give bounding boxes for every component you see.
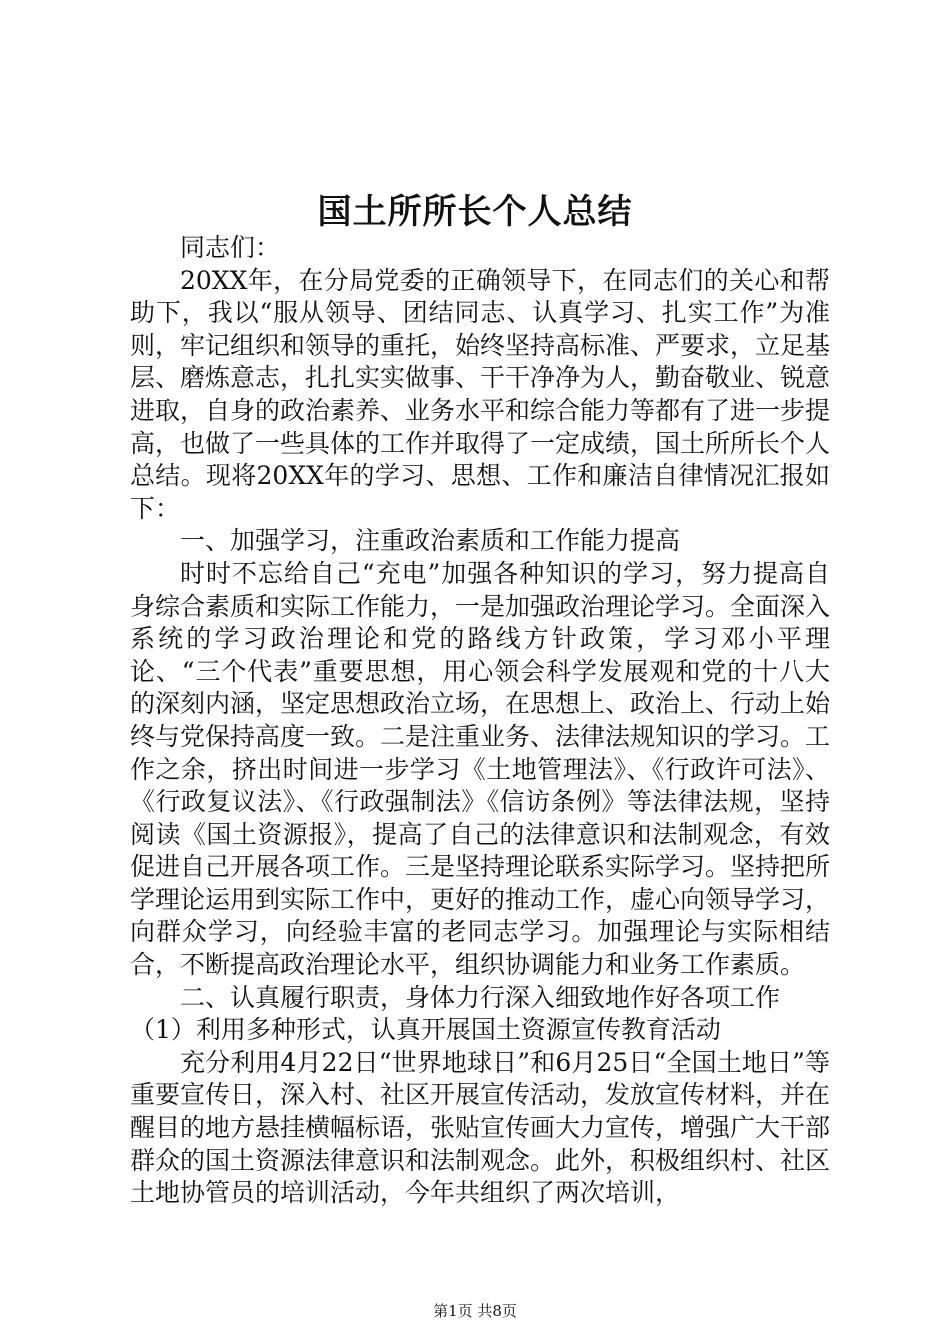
section-heading-2: 二、认真履行职责，身体力行深入细致地作好各项工作 <box>180 982 781 1012</box>
page-footer: 第1页 共8页 <box>433 1302 517 1320</box>
document-title: 国土所所长个人总结 <box>317 192 633 232</box>
section-1-paragraph: 时时不忘给自己“充电”加强各种知识的学习，努力提高自身综合素质和实际工作能力，一是加强政治理论学习。全面深入系统的学习政治理论和党的路线方针政策，学习邓小平理论、“三个代表”重要思想，用心领会科学发展观和党的十八大的深刻内涵，坚定思想政治立场，在思想上、政治上、行动上始终与党保持高度一致。二是注重业务、法律法规知识的学习。工作之余，挤出时间进一步学习《土地管理法》、《行政许可法》、《行政复议法》、《行政强制法》《信访条例》等法律法规，坚持阅读《国土资源报》，提高了自己的法律意识和法制观念，有效促进自己开展各项工作。三是坚持理论联系实际学习。坚持把所学理论运用到实际工作中，更好的推动工作，虚心向领导学习，向群众学习，向经验丰富的老同志学习。加强理论与实际相结合，不断提高政治理论水平，组织协调能力和业务工作素质。 <box>130 558 831 980</box>
salutation: 同志们： <box>180 233 281 262</box>
intro-paragraph: 20XX年，在分局党委的正确领导下，在同志们的关心和帮助下，我以“服从领导、团结同志、认真学习、扎实工作”为准则，牢记组织和领导的重托，始终坚持高标准、严要求，立足基层、磨炼意志，扎扎实实做事、干干净净为人，勤奋敬业、锐意进取，自身的政治素养、业务水平和综合能力等都有了进一步提高，也做了一些具体的工作并取得了一定成绩，国土所所长个人总结。现将20XX年的学习、思想、工作和廉洁自律情况汇报如下： <box>130 265 831 523</box>
subsection-heading-1: （1）利用多种形式，认真开展国土资源宣传教育活动 <box>130 1015 721 1045</box>
subsection-1-paragraph: 充分利用4月22日“世界地球日”和6月25日“全国土地日”等重要宣传日，深入村、社区开展宣传活动，发放宣传材料，并在醒目的地方悬挂横幅标语，张贴宣传画大力宣传，增强广大干部群众的国土资源法律意识和法制观念。此外，积极组织村、社区土地协管员的培训活动，今年共组织了两次培训， <box>130 1047 831 1208</box>
document-body <box>130 232 830 1210</box>
section-heading-1: 一、加强学习，注重政治素质和工作能力提高 <box>180 526 681 556</box>
